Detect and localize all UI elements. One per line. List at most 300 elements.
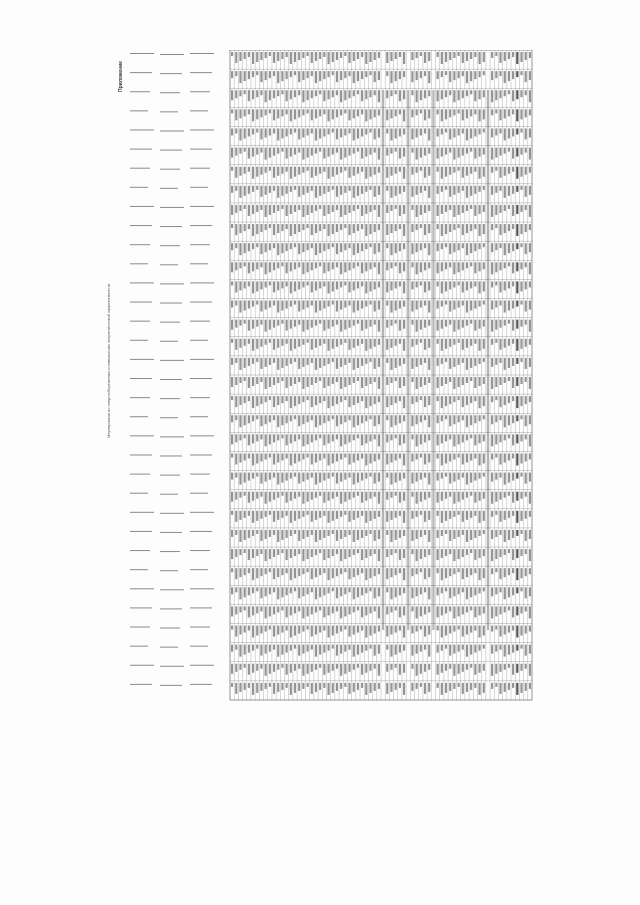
- cell-value-mark: [499, 645, 501, 650]
- cell-value-mark: [491, 186, 493, 195]
- cell-value-mark: [474, 224, 476, 229]
- cell-value-mark: [244, 606, 246, 610]
- cell-value-mark: [265, 281, 267, 287]
- cell-value-mark: [269, 71, 271, 78]
- cell-value-mark: [458, 301, 460, 308]
- cell-value-mark: [265, 683, 267, 689]
- cell-value-mark: [348, 664, 350, 672]
- cell-value-mark: [365, 626, 367, 638]
- cell-value-mark: [462, 262, 464, 270]
- cell-value-mark: [365, 224, 367, 236]
- cell-value-mark: [529, 434, 531, 446]
- cell-value-mark: [478, 664, 480, 673]
- cell-value-mark: [344, 224, 346, 228]
- cell-value-mark: [336, 109, 338, 117]
- cell-value-mark: [298, 377, 300, 382]
- cell-value-mark: [260, 434, 262, 439]
- cell-value-mark: [369, 301, 371, 305]
- cell-value-mark: [411, 71, 413, 82]
- cell-value-mark: [319, 224, 321, 231]
- cell-value-mark: [445, 492, 447, 499]
- cell-value-mark: [474, 128, 476, 136]
- cell-value-mark: [458, 339, 460, 343]
- rotated-page-label: Приложение: [118, 61, 124, 92]
- cell-value-mark: [315, 396, 317, 405]
- header-text-mark: [130, 378, 152, 379]
- cell-value-mark: [323, 549, 325, 560]
- header-text-mark: [190, 129, 214, 130]
- cell-value-mark: [390, 167, 392, 176]
- cell-value-mark: [269, 530, 271, 537]
- cell-value-mark: [411, 683, 413, 691]
- cell-value-mark: [315, 205, 317, 211]
- cell-value-mark: [462, 396, 464, 407]
- cell-value-mark: [470, 645, 472, 655]
- cell-value-mark: [458, 587, 460, 594]
- cell-value-mark: [441, 109, 443, 121]
- cell-value-mark: [491, 167, 493, 173]
- cell-value-mark: [332, 511, 334, 521]
- cell-value-mark: [365, 645, 367, 651]
- cell-value-mark: [474, 453, 476, 458]
- cell-value-mark: [374, 167, 376, 175]
- cell-value-mark: [353, 243, 355, 255]
- cell-value-mark: [265, 358, 267, 367]
- cell-value-mark: [340, 606, 342, 618]
- cell-value-mark: [353, 205, 355, 211]
- cell-value-mark: [315, 568, 317, 577]
- cell-value-mark: [395, 568, 397, 575]
- cell-value-mark: [403, 549, 405, 558]
- cell-value-mark: [386, 71, 388, 76]
- cell-value-mark: [403, 453, 405, 465]
- cell-value-mark: [277, 473, 279, 485]
- cell-value-mark: [269, 549, 271, 559]
- cell-value-mark: [344, 511, 346, 515]
- cell-value-mark: [420, 664, 422, 674]
- cell-value-mark: [470, 511, 472, 518]
- cell-value-mark: [420, 626, 422, 630]
- cell-value-mark: [504, 109, 506, 118]
- cell-value-mark: [390, 281, 392, 290]
- cell-value-mark: [294, 167, 296, 177]
- cell-value-mark: [458, 109, 460, 113]
- cell-value-mark: [265, 626, 267, 632]
- cell-value-mark: [252, 415, 254, 421]
- cell-value-mark: [504, 301, 506, 313]
- cell-value-mark: [441, 683, 443, 695]
- cell-value-mark: [369, 358, 371, 362]
- cell-value-mark: [348, 473, 350, 478]
- cell-value-mark: [235, 530, 237, 535]
- cell-value-mark: [520, 645, 522, 649]
- cell-value-mark: [294, 281, 296, 291]
- cell-value-mark: [344, 205, 346, 215]
- cell-value-mark: [281, 243, 283, 253]
- cell-value-mark: [378, 473, 380, 482]
- cell-value-mark: [499, 301, 501, 306]
- cell-value-mark: [256, 683, 258, 693]
- cell-value-mark: [269, 301, 271, 308]
- cell-value-mark: [424, 167, 426, 178]
- cell-value-mark: [411, 377, 413, 382]
- cell-value-mark: [273, 320, 275, 328]
- cell-value-mark: [311, 186, 313, 191]
- cell-value-mark: [516, 626, 518, 638]
- cell-value-mark: [462, 530, 464, 535]
- cell-value-mark: [390, 377, 392, 383]
- cell-value-mark: [449, 205, 451, 210]
- cell-value-mark: [466, 281, 468, 290]
- cell-value-mark: [281, 568, 283, 575]
- section-heading-mark: [407, 90, 409, 630]
- cell-value-mark: [441, 415, 443, 421]
- cell-value-mark: [231, 626, 233, 630]
- cell-value-mark: [281, 377, 283, 381]
- cell-value-mark: [508, 453, 510, 460]
- cell-value-mark: [466, 473, 468, 485]
- cell-value-mark: [529, 453, 531, 459]
- cell-value-mark: [525, 377, 527, 382]
- cell-value-mark: [416, 52, 418, 58]
- cell-value-mark: [302, 320, 304, 332]
- cell-value-mark: [495, 224, 497, 228]
- cell-value-mark: [365, 453, 367, 465]
- cell-value-mark: [416, 549, 418, 561]
- cell-value-mark: [252, 243, 254, 249]
- cell-value-mark: [525, 664, 527, 669]
- cell-value-mark: [348, 530, 350, 535]
- cell-value-mark: [327, 453, 329, 465]
- cell-value-mark: [327, 52, 329, 64]
- cell-value-mark: [483, 128, 485, 132]
- cell-value-mark: [298, 262, 300, 267]
- cell-value-mark: [244, 339, 246, 346]
- cell-value-mark: [323, 358, 325, 366]
- cell-value-mark: [357, 492, 359, 496]
- cell-value-mark: [453, 301, 455, 310]
- cell-value-mark: [525, 167, 527, 175]
- cell-value-mark: [399, 71, 401, 79]
- cell-value-mark: [260, 243, 262, 254]
- cell-value-mark: [403, 205, 405, 214]
- cell-value-mark: [495, 606, 497, 616]
- cell-value-mark: [239, 128, 241, 140]
- cell-value-mark: [449, 549, 451, 554]
- cell-value-mark: [256, 262, 258, 269]
- cell-value-mark: [244, 453, 246, 460]
- cell-value-mark: [512, 606, 514, 617]
- header-text-mark: [190, 206, 214, 207]
- cell-value-mark: [302, 492, 304, 504]
- cell-value-mark: [453, 530, 455, 539]
- cell-value-mark: [386, 396, 388, 407]
- cell-value-mark: [508, 358, 510, 368]
- cell-value-mark: [437, 262, 439, 273]
- cell-value-mark: [365, 664, 367, 673]
- cell-value-mark: [357, 71, 359, 81]
- cell-value-mark: [369, 549, 371, 556]
- cell-value-mark: [239, 71, 241, 83]
- cell-value-mark: [231, 358, 233, 365]
- cell-value-mark: [290, 339, 292, 351]
- cell-value-mark: [311, 683, 313, 694]
- cell-value-mark: [499, 415, 501, 420]
- cell-value-mark: [491, 52, 493, 58]
- cell-value-mark: [390, 358, 392, 370]
- cell-value-mark: [281, 473, 283, 483]
- cell-value-mark: [256, 148, 258, 155]
- cell-value-mark: [273, 377, 275, 385]
- cell-value-mark: [512, 645, 514, 653]
- cell-value-mark: [449, 262, 451, 267]
- cell-value-mark: [344, 453, 346, 457]
- cell-value-mark: [256, 358, 258, 362]
- cell-value-mark: [319, 396, 321, 403]
- cell-value-mark: [311, 90, 313, 98]
- cell-value-mark: [290, 358, 292, 364]
- cell-value-mark: [294, 377, 296, 384]
- cell-value-mark: [495, 243, 497, 250]
- cell-value-mark: [520, 281, 522, 291]
- cell-value-mark: [340, 109, 342, 115]
- cell-value-mark: [470, 128, 472, 138]
- cell-value-mark: [491, 320, 493, 332]
- cell-value-mark: [340, 415, 342, 424]
- header-text-mark: [160, 226, 182, 227]
- cell-value-mark: [265, 128, 267, 137]
- cell-value-mark: [302, 148, 304, 160]
- cell-value-mark: [281, 587, 283, 597]
- cell-value-mark: [302, 71, 304, 80]
- cell-value-mark: [357, 167, 359, 174]
- cell-value-mark: [395, 396, 397, 403]
- cell-value-mark: [340, 683, 342, 689]
- cell-value-mark: [286, 262, 288, 273]
- cell-value-mark: [248, 473, 250, 481]
- cell-value-mark: [478, 683, 480, 695]
- cell-value-mark: [252, 339, 254, 351]
- cell-value-mark: [483, 90, 485, 97]
- cell-value-mark: [437, 109, 439, 114]
- cell-value-mark: [273, 492, 275, 500]
- cell-value-mark: [311, 128, 313, 133]
- cell-value-mark: [403, 434, 405, 443]
- header-text-mark: [190, 397, 210, 398]
- cell-value-mark: [462, 148, 464, 156]
- cell-value-mark: [332, 90, 334, 97]
- cell-value-mark: [332, 664, 334, 671]
- cell-value-mark: [353, 683, 355, 692]
- cell-value-mark: [265, 243, 267, 252]
- cell-value-mark: [495, 205, 497, 215]
- cell-value-mark: [495, 128, 497, 135]
- cell-value-mark: [256, 606, 258, 613]
- cell-value-mark: [290, 492, 292, 501]
- cell-value-mark: [315, 224, 317, 233]
- cell-value-mark: [529, 90, 531, 102]
- cell-value-mark: [231, 415, 233, 422]
- cell-value-mark: [348, 568, 350, 579]
- cell-value-mark: [420, 205, 422, 215]
- cell-value-mark: [386, 224, 388, 235]
- cell-value-mark: [462, 568, 464, 579]
- cell-value-mark: [458, 243, 460, 250]
- cell-value-mark: [273, 52, 275, 63]
- cell-value-mark: [336, 71, 338, 82]
- cell-value-mark: [294, 434, 296, 441]
- cell-value-mark: [327, 664, 329, 673]
- cell-value-mark: [411, 52, 413, 60]
- cell-value-mark: [386, 109, 388, 120]
- cell-value-mark: [399, 530, 401, 538]
- cell-value-mark: [248, 224, 250, 229]
- header-text-mark: [160, 73, 182, 74]
- cell-value-mark: [520, 90, 522, 97]
- cell-value-mark: [357, 52, 359, 59]
- cell-value-mark: [420, 167, 422, 171]
- cell-value-mark: [453, 664, 455, 676]
- cell-value-mark: [445, 128, 447, 132]
- cell-value-mark: [458, 492, 460, 502]
- cell-value-mark: [248, 396, 250, 401]
- cell-value-mark: [399, 664, 401, 675]
- cell-value-mark: [290, 396, 292, 408]
- cell-value-mark: [311, 396, 313, 407]
- cell-value-mark: [344, 568, 346, 572]
- cell-value-mark: [449, 473, 451, 484]
- header-text-mark: [190, 531, 212, 532]
- cell-value-mark: [294, 224, 296, 234]
- cell-value-mark: [307, 415, 309, 422]
- cell-value-mark: [466, 606, 468, 612]
- cell-value-mark: [386, 434, 388, 442]
- cell-value-mark: [231, 587, 233, 594]
- cell-value-mark: [269, 224, 271, 228]
- cell-value-mark: [235, 473, 237, 478]
- cell-value-mark: [529, 243, 531, 252]
- cell-value-mark: [361, 549, 363, 560]
- cell-value-mark: [252, 492, 254, 501]
- cell-value-mark: [399, 473, 401, 481]
- cell-value-mark: [290, 243, 292, 249]
- cell-value-mark: [449, 511, 451, 519]
- cell-value-mark: [369, 205, 371, 212]
- cell-value-mark: [525, 626, 527, 634]
- cell-value-mark: [428, 473, 430, 485]
- cell-value-mark: [327, 358, 329, 364]
- cell-value-mark: [298, 205, 300, 210]
- cell-value-mark: [365, 186, 367, 192]
- cell-value-mark: [256, 320, 258, 327]
- cell-value-mark: [525, 52, 527, 60]
- cell-value-mark: [298, 568, 300, 576]
- cell-value-mark: [453, 549, 455, 561]
- cell-value-mark: [437, 377, 439, 388]
- cell-value-mark: [248, 262, 250, 273]
- cell-value-mark: [273, 71, 275, 76]
- cell-value-mark: [466, 90, 468, 96]
- cell-value-mark: [290, 549, 292, 558]
- cell-value-mark: [462, 645, 464, 650]
- header-text-mark: [190, 244, 210, 245]
- cell-value-mark: [361, 434, 363, 445]
- cell-value-mark: [437, 549, 439, 560]
- cell-value-mark: [462, 473, 464, 478]
- cell-value-mark: [357, 186, 359, 196]
- cell-value-mark: [336, 148, 338, 153]
- cell-value-mark: [302, 683, 304, 689]
- cell-value-mark: [248, 109, 250, 114]
- cell-value-mark: [273, 453, 275, 464]
- cell-value-mark: [290, 262, 292, 271]
- cell-value-mark: [332, 396, 334, 406]
- cell-value-mark: [508, 186, 510, 196]
- cell-value-mark: [231, 492, 233, 502]
- cell-value-mark: [512, 626, 514, 631]
- cell-value-mark: [441, 71, 443, 77]
- cell-value-mark: [399, 109, 401, 114]
- cell-value-mark: [504, 587, 506, 599]
- cell-value-mark: [420, 109, 422, 113]
- cell-value-mark: [244, 281, 246, 288]
- cell-value-mark: [516, 320, 518, 329]
- header-text-mark: [190, 416, 208, 417]
- cell-value-mark: [453, 626, 455, 632]
- cell-value-mark: [504, 453, 506, 462]
- cell-value-mark: [478, 606, 480, 615]
- cell-value-mark: [390, 109, 392, 118]
- cell-value-mark: [449, 415, 451, 426]
- cell-value-mark: [239, 549, 241, 555]
- cell-value-mark: [449, 167, 451, 175]
- cell-value-mark: [281, 664, 283, 668]
- cell-value-mark: [311, 568, 313, 579]
- cell-value-mark: [307, 492, 309, 502]
- header-text-mark: [160, 188, 178, 189]
- cell-value-mark: [327, 396, 329, 408]
- cell-value-mark: [311, 148, 313, 156]
- cell-value-mark: [441, 262, 443, 271]
- cell-value-mark: [424, 243, 426, 248]
- cell-value-mark: [445, 626, 447, 636]
- cell-value-mark: [504, 492, 506, 498]
- cell-value-mark: [470, 205, 472, 209]
- cell-value-mark: [516, 473, 518, 479]
- cell-value-mark: [386, 683, 388, 694]
- cell-value-mark: [361, 320, 363, 331]
- cell-value-mark: [499, 606, 501, 614]
- cell-value-mark: [327, 645, 329, 651]
- cell-value-mark: [323, 52, 325, 57]
- cell-value-mark: [470, 453, 472, 460]
- cell-value-mark: [445, 549, 447, 556]
- cell-value-mark: [252, 109, 254, 121]
- cell-value-mark: [369, 587, 371, 591]
- cell-value-mark: [520, 358, 522, 362]
- cell-value-mark: [256, 52, 258, 62]
- cell-value-mark: [441, 377, 443, 386]
- cell-value-mark: [508, 415, 510, 425]
- cell-value-mark: [294, 606, 296, 613]
- cell-value-mark: [340, 262, 342, 274]
- cell-value-mark: [516, 90, 518, 99]
- cell-value-mark: [256, 205, 258, 212]
- cell-value-mark: [340, 377, 342, 389]
- cell-value-mark: [281, 281, 283, 288]
- cell-value-mark: [353, 148, 355, 154]
- cell-value-mark: [458, 511, 460, 515]
